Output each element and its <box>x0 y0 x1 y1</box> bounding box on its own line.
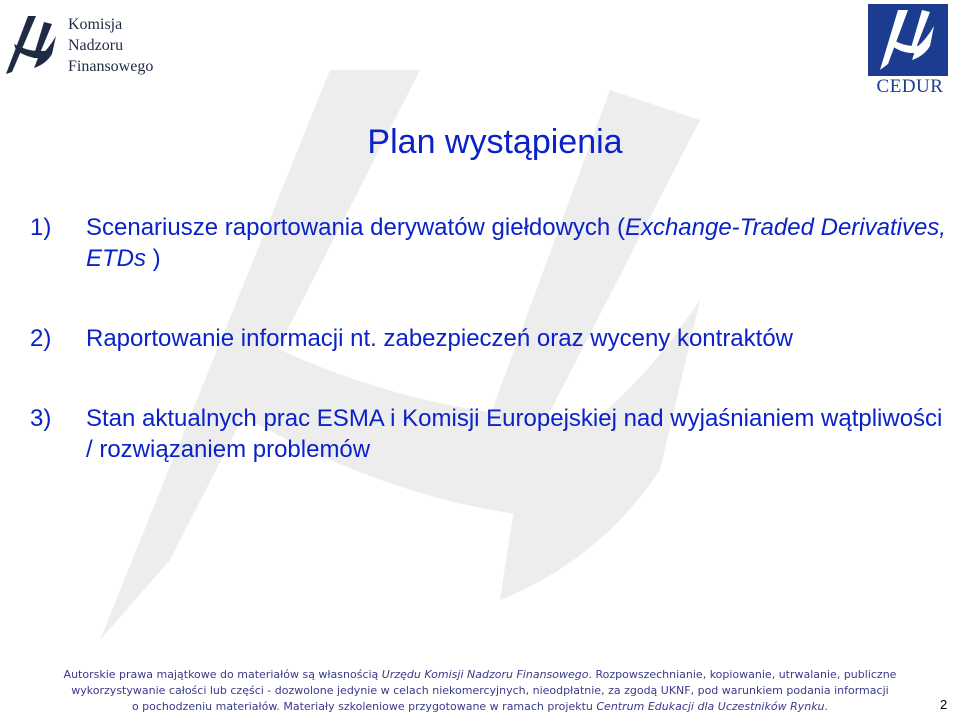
agenda-item-number: 1) <box>30 214 52 241</box>
agenda-item-text: Stan aktualnych prac ESMA i Komisji Europejskiej nad wyjaśnianiem wątpliwości / rozwiązaniem problemów <box>86 405 943 463</box>
slide-title: Plan wystąpienia <box>367 123 623 161</box>
cedur-logo-box <box>868 4 948 76</box>
knf-logo-line1: Komisja <box>68 16 123 33</box>
knf-logo-line2: Nadzoru <box>68 37 124 54</box>
knf-logo-mark <box>4 14 62 76</box>
copyright-footer <box>40 667 920 715</box>
cedur-logo-text: CEDUR <box>876 76 944 97</box>
cedur-logo <box>868 4 952 100</box>
agenda-item-text: Scenariusze raportowania derywatów giełdowych (Exchange-Traded Derivatives, ETDs ) <box>86 214 946 272</box>
agenda-item-text: Raportowanie informacji nt. zabezpieczeń oraz wyceny kontraktów <box>86 325 794 352</box>
page-number: 2 <box>940 697 948 712</box>
footer-line-1: Autorskie prawa majątkowe do materiałów są własnością Urzędu Komisji Nadzoru Finansowego. Rozpowszechnianie, kopiowanie, utrwalanie, publiczne <box>63 668 897 681</box>
knf-logo <box>4 6 174 86</box>
footer-line-2: wykorzystywanie całości lub części - dozwolone jedynie w celach niekomercyjnych, nieodpłatnie, za zgodą UKNF, pod warunkiem podania informacji <box>71 684 889 697</box>
footer-line-3: o pochodzeniu materiałów. Materiały szkoleniowe przygotowane w ramach projektu Centrum Edukacji dla Uczestników Rynku. <box>131 700 829 713</box>
cedur-logo-mark <box>868 4 948 76</box>
agenda-item-number: 2) <box>30 325 52 352</box>
knf-logo-line3: Finansowego <box>68 58 154 75</box>
agenda-item-number: 3) <box>30 405 52 432</box>
